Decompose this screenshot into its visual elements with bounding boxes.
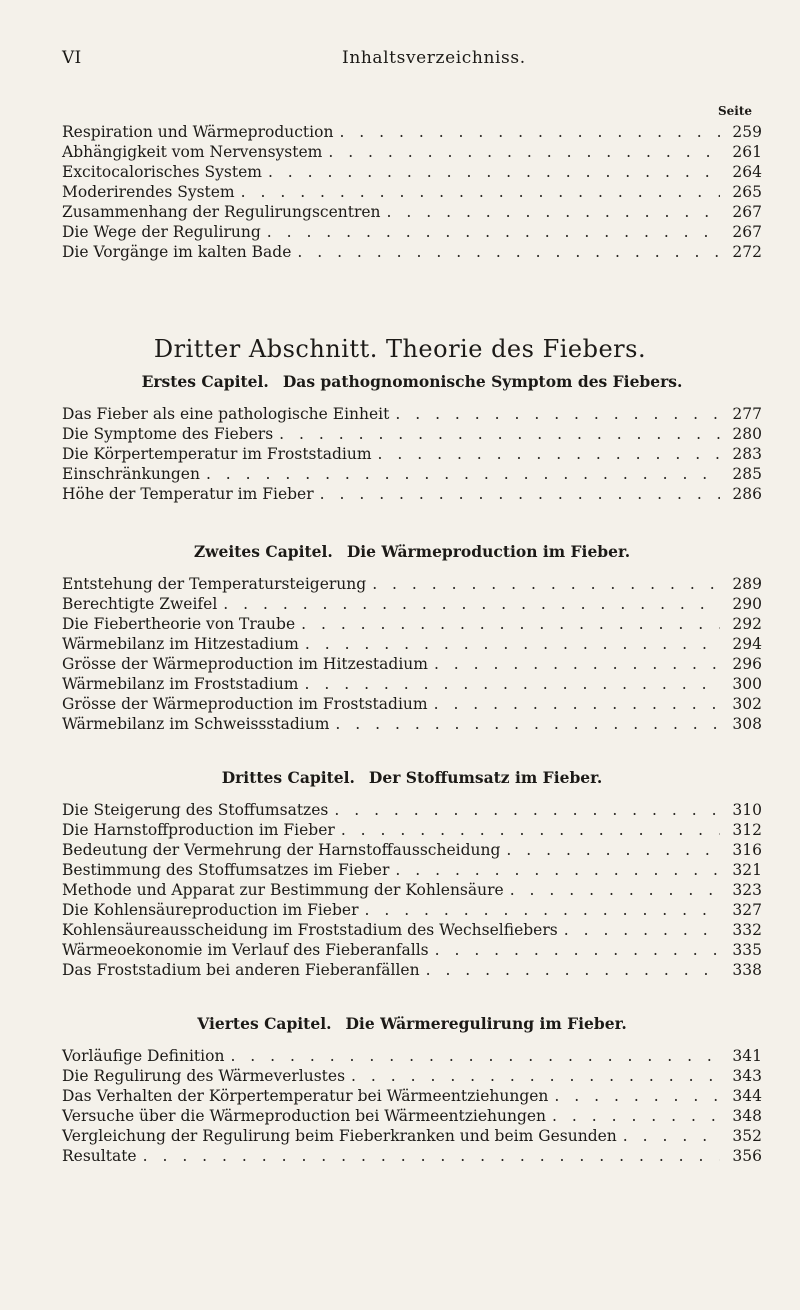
entry-page: 316 [732, 841, 762, 859]
entry-text: Methode und Apparat zur Bestimmung der Kohlensäure [62, 881, 504, 899]
toc-entry [62, 694, 762, 714]
toc-entry [62, 1146, 762, 1166]
chapter-4 [62, 1012, 762, 1166]
entry-text: Bestimmung des Stoffumsatzes im Fieber [62, 861, 390, 879]
entry-text: Die Regulirung des Wärmeverlustes [62, 1067, 346, 1085]
entry-page: 312 [732, 821, 762, 839]
entry-page: 259 [732, 123, 762, 141]
toc-entry [62, 674, 762, 694]
entry-text: Die Steigerung des Stoffumsatzes [62, 801, 329, 819]
dot-leader [320, 484, 720, 504]
entry-text: Berechtigte Zweifel [62, 595, 218, 613]
entry-page: 332 [732, 921, 762, 939]
dot-leader [426, 960, 720, 980]
entry-text: Wärmeoekonomie im Verlauf des Fieberanfalls [62, 941, 429, 959]
entry-text: Versuche über die Wärmeproduction bei Wärmeentziehungen [62, 1107, 547, 1125]
toc-entry [62, 1066, 762, 1086]
dot-leader [305, 634, 720, 654]
entry-text: Einschränkungen [62, 465, 200, 483]
entry-page: 277 [732, 405, 762, 423]
dot-leader [372, 574, 720, 594]
chapter-label: Erstes Capitel. [141, 372, 269, 391]
toc-entry [62, 424, 762, 444]
entry-text: Die Kohlensäureproduction im Fieber [62, 901, 359, 919]
dot-leader [328, 142, 720, 162]
entry-page: 308 [732, 715, 762, 733]
entry-text: Kohlensäureausscheidung im Froststadium des Wechselfiebers [62, 921, 558, 939]
entry-page: 335 [732, 941, 762, 959]
page-number: VI [62, 48, 82, 68]
entry-text: Die Harnstoffproduction im Fieber [62, 821, 335, 839]
toc-entry [62, 464, 762, 484]
toc-entry [62, 1106, 762, 1126]
entry-page: 356 [732, 1147, 762, 1165]
toc-entry [62, 800, 762, 820]
entry-text: Höhe der Temperatur im Fieber [62, 485, 314, 503]
dot-leader [297, 242, 720, 262]
dot-leader [552, 1106, 720, 1126]
dot-leader [339, 122, 720, 142]
toc-entry [62, 202, 762, 222]
chapter-title: Der Stoffumsatz im Fieber. [368, 768, 603, 787]
toc-entry [62, 1046, 762, 1066]
entry-text: Vorläufige Definition [62, 1047, 225, 1065]
entry-text: Grösse der Wärmeproduction im Froststadium [62, 695, 428, 713]
entry-text: Zusammenhang der Regulirungscentren [62, 203, 381, 221]
entry-page: 285 [732, 465, 762, 483]
entry-page: 296 [732, 655, 762, 673]
entry-page: 321 [732, 861, 762, 879]
entry-text: Das Fieber als eine pathologische Einheit [62, 405, 390, 423]
entry-text: Moderirendes System [62, 183, 235, 201]
toc-entry [62, 162, 762, 182]
entry-page: 302 [732, 695, 762, 713]
toc-entry [62, 1086, 762, 1106]
entry-text: Vergleichung der Regulirung beim Fieberkranken und beim Gesunden [62, 1127, 617, 1145]
entry-page: 267 [732, 203, 762, 221]
chapter-heading [62, 370, 762, 394]
entry-page: 265 [732, 183, 762, 201]
entry-page: 261 [732, 143, 762, 161]
dot-leader [434, 694, 720, 714]
entry-page: 310 [732, 801, 762, 819]
dot-leader [435, 940, 720, 960]
toc-entry [62, 142, 762, 162]
entry-page: 264 [732, 163, 762, 181]
entry-text: Das Verhalten der Körpertemperatur bei Wärmeentziehungen [62, 1087, 549, 1105]
chapter-1 [62, 370, 762, 504]
chapter-title: Das pathognomonische Symptom des Fiebers. [282, 372, 683, 391]
toc-entry [62, 444, 762, 464]
dot-leader [335, 714, 720, 734]
chapter-heading [62, 766, 762, 790]
toc-entry [62, 614, 762, 634]
entry-page: 300 [732, 675, 762, 693]
dot-leader [206, 464, 720, 484]
dot-leader [301, 614, 720, 634]
entry-text: Respiration und Wärmeproduction [62, 123, 334, 141]
entry-text: Excitocalorisches System [62, 163, 262, 181]
entry-page: 341 [732, 1047, 762, 1065]
dot-leader [506, 840, 720, 860]
entry-page: 267 [732, 223, 762, 241]
entry-text: Wärmebilanz im Froststadium [62, 675, 299, 693]
dot-leader [351, 1066, 720, 1086]
chapter-label: Viertes Capitel. [197, 1014, 332, 1033]
chapter-title: Die Wärmeregulirung im Fieber. [345, 1014, 627, 1033]
entry-page: 343 [732, 1067, 762, 1085]
toc-entry [62, 920, 762, 940]
toc-entry [62, 484, 762, 504]
dot-leader [387, 202, 720, 222]
toc-entry [62, 900, 762, 920]
entry-text: Die Vorgänge im kalten Bade [62, 243, 292, 261]
toc-entry [62, 960, 762, 980]
entry-page: 338 [732, 961, 762, 979]
entry-text: Die Körpertemperatur im Froststadium [62, 445, 372, 463]
chapter-label: Drittes Capitel. [221, 768, 355, 787]
dot-leader [143, 1146, 720, 1166]
toc-entry [62, 122, 762, 142]
toc-entry [62, 222, 762, 242]
entry-text: Entstehung der Temperatursteigerung [62, 575, 367, 593]
chapter-title: Die Wärmeproduction im Fieber. [346, 542, 631, 561]
dot-leader [305, 674, 720, 694]
toc-entry [62, 182, 762, 202]
toc-entry [62, 242, 762, 262]
toc-entry [62, 880, 762, 900]
running-title: Inhaltsverzeichniss. [342, 48, 526, 68]
dot-leader [364, 900, 720, 920]
dot-leader [554, 1086, 720, 1106]
dot-leader [395, 860, 720, 880]
toc-entry [62, 654, 762, 674]
dot-leader [510, 880, 720, 900]
seite-label: Seite [718, 104, 753, 118]
entry-text: Wärmebilanz im Schweissstadium [62, 715, 330, 733]
toc-entry [62, 940, 762, 960]
entry-text: Resultate [62, 1147, 137, 1165]
toc-entry [62, 594, 762, 614]
toc-entry [62, 634, 762, 654]
chapter-3 [62, 766, 762, 980]
entry-text: Die Wege der Regulirung [62, 223, 261, 241]
entry-page: 286 [732, 485, 762, 503]
entry-page: 280 [732, 425, 762, 443]
toc-entry [62, 840, 762, 860]
toc-entry [62, 574, 762, 594]
entry-text: Die Fiebertheorie von Traube [62, 615, 296, 633]
chapter-heading [62, 1012, 762, 1036]
dot-leader [241, 182, 720, 202]
intro-entries [62, 122, 762, 262]
toc-entry [62, 1126, 762, 1146]
chapter-heading [62, 540, 762, 564]
entry-page: 289 [732, 575, 762, 593]
entry-page: 283 [732, 445, 762, 463]
entry-page: 323 [732, 881, 762, 899]
dot-leader [395, 404, 720, 424]
dot-leader [564, 920, 720, 940]
entry-page: 344 [732, 1087, 762, 1105]
entry-page: 272 [732, 243, 762, 261]
entry-page: 327 [732, 901, 762, 919]
entry-text: Die Symptome des Fiebers [62, 425, 274, 443]
toc-entry [62, 860, 762, 880]
dot-leader [223, 594, 720, 614]
entry-text: Abhängigkeit vom Nervensystem [62, 143, 323, 161]
dot-leader [378, 444, 720, 464]
chapter-label: Zweites Capitel. [193, 542, 333, 561]
entry-text: Grösse der Wärmeproduction im Hitzestadium [62, 655, 428, 673]
dot-leader [279, 424, 720, 444]
dot-leader [434, 654, 720, 674]
entry-text: Wärmebilanz im Hitzestadium [62, 635, 299, 653]
entry-page: 292 [732, 615, 762, 633]
toc-entry [62, 714, 762, 734]
dot-leader [623, 1126, 720, 1146]
entry-text: Bedeutung der Vermehrung der Harnstoffausscheidung [62, 841, 501, 859]
dot-leader [267, 222, 720, 242]
entry-page: 294 [732, 635, 762, 653]
toc-entry [62, 820, 762, 840]
entry-page: 348 [732, 1107, 762, 1125]
dot-leader [341, 820, 720, 840]
entry-text: Das Froststadium bei anderen Fieberanfällen [62, 961, 420, 979]
entry-page: 352 [732, 1127, 762, 1145]
entry-page: 290 [732, 595, 762, 613]
part-title: Dritter Abschnitt. Theorie des Fiebers. [153, 335, 647, 363]
chapter-2 [62, 540, 762, 734]
dot-leader [230, 1046, 720, 1066]
dot-leader [268, 162, 720, 182]
dot-leader [334, 800, 720, 820]
toc-entry [62, 404, 762, 424]
